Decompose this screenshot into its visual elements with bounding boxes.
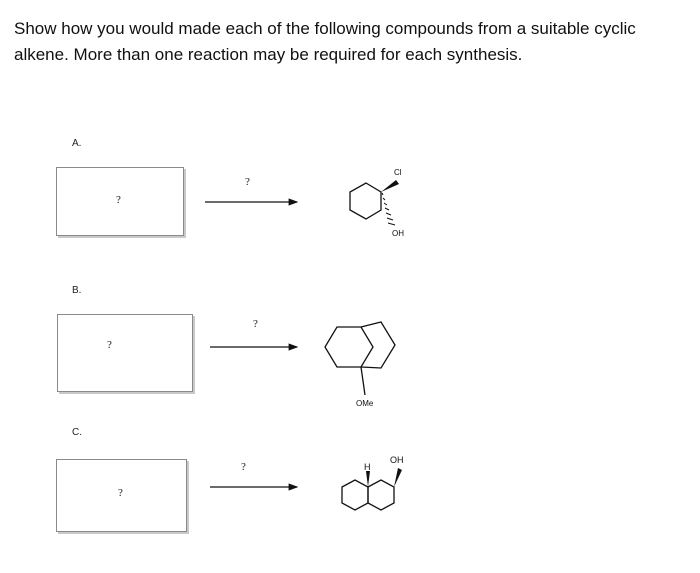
part-b-arrow-label: ? [253,318,258,330]
part-c-oh-label: OH [390,455,404,465]
part-c-arrow-label: ? [241,461,246,473]
part-b-label: B. [72,285,82,296]
part-a-arrow-label: ? [245,176,250,188]
part-c-h-label: H [364,462,371,472]
part-a-cl-label: Cl [394,168,402,177]
part-c-product-structure [342,468,402,510]
part-c-label: C. [72,427,82,438]
question-line-2: alkene. More than one reaction may be required for each synthesis. [14,45,523,64]
part-a-label: A. [72,138,82,149]
part-c-box-placeholder: ? [118,487,123,499]
part-b-ome-label: OMe [356,399,374,408]
part-a-product-structure [350,180,399,225]
question-line-1: Show how you would made each of the following compounds from a suitable cyclic [14,19,636,38]
part-b-product-structure [325,322,395,395]
part-b-box-placeholder: ? [107,339,112,351]
part-a-oh-label: OH [392,229,404,238]
part-a-box-placeholder: ? [116,194,121,206]
